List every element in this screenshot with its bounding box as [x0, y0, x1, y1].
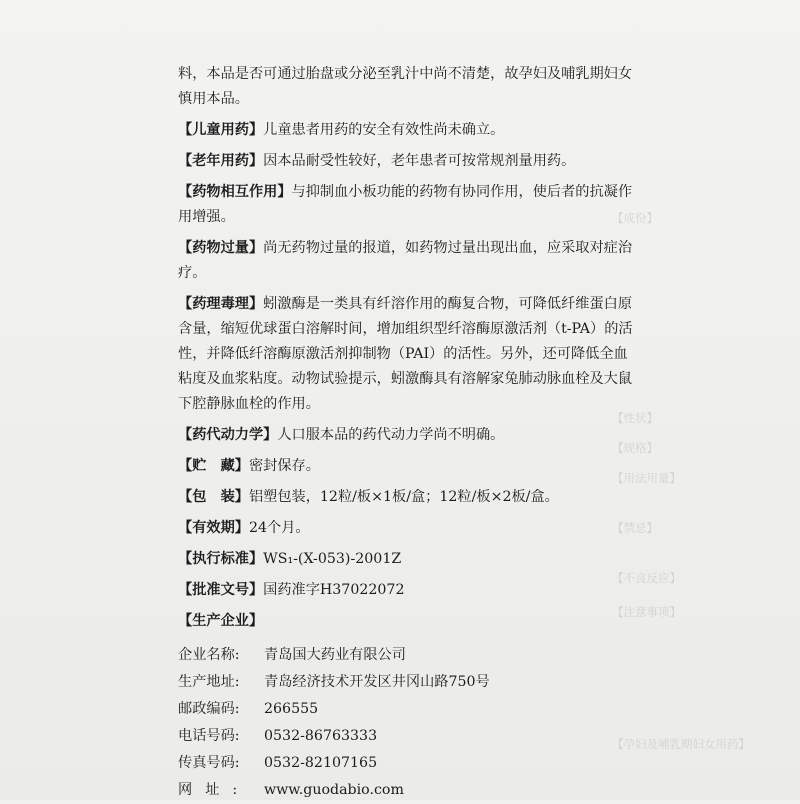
section-text: 国药准字H37022072 [263, 582, 405, 598]
company-value: 青岛国大药业有限公司 [264, 647, 406, 663]
section-packaging [178, 485, 633, 510]
paragraph-continuation [178, 62, 633, 112]
company-fax-row [178, 750, 633, 777]
showthrough-text: 【孕妇及哺乳期妇女用药】 [612, 737, 750, 751]
company-key: 传真号码: [178, 755, 240, 771]
section-text: 蚓激酶是一类具有纤溶作用的酶复合物，可降低纤维蛋白原含量，缩短优球蛋白溶解时间，增加组织型纤溶酶原激活剂（t-PA）的活性，并降低纤溶酶原激活剂抑制物（PAI）的活性。另外，还可降低全血粘度及血浆粘度。动物试验提示，蚓激酶具有溶解家兔肺动脉血栓及大鼠下腔静脉血栓的作用。 [178, 296, 633, 412]
section-label: 【药物过量】 [178, 240, 264, 256]
section-text: 人口服本品的药代动力学尚不明确。 [277, 427, 505, 443]
section-label: 【有效期】 [178, 520, 249, 536]
company-key: 企业名称: [178, 647, 240, 663]
company-value: 266555 [264, 701, 319, 717]
leaflet-body [178, 62, 633, 804]
section-drug-interactions [178, 180, 633, 230]
showthrough-text: 【不良反应】 [612, 571, 681, 585]
paragraph-text: 料，本品是否可通过胎盘或分泌至乳汁中尚不清楚，故孕妇及哺乳期妇女慎用本品。 [178, 66, 633, 107]
section-text: 尚无药物过量的报道，如药物过量出现出血，应采取对症治疗。 [178, 240, 633, 281]
company-name-row [178, 642, 633, 669]
section-manufacturer [178, 609, 633, 634]
company-value: 青岛经济技术开发区井冈山路750号 [264, 674, 490, 690]
section-text: 24个月。 [248, 520, 310, 536]
company-key: 网址: [178, 782, 251, 798]
section-text: 儿童患者用药的安全有效性尚未确立。 [263, 122, 505, 138]
company-postcode-row [178, 696, 633, 723]
showthrough-text: 【禁忌】 [612, 521, 658, 535]
section-label: 【药代动力学】 [178, 427, 278, 443]
company-value: 0532-82107165 [264, 755, 378, 771]
company-key: 生产地址: [178, 674, 240, 690]
showthrough-text: 【规格】 [612, 441, 658, 455]
company-website-link: www.guodabio.com [264, 782, 404, 798]
section-text: WS₁-(X-053)-2001Z [263, 551, 402, 567]
section-pharmacology [178, 292, 633, 417]
showthrough-text: 【注意事项】 [612, 605, 681, 619]
section-overdose [178, 236, 633, 286]
section-standard [178, 547, 633, 572]
section-text: 密封保存。 [248, 458, 320, 474]
section-label: 【包 装】 [178, 489, 249, 505]
company-phone-row [178, 723, 633, 750]
manufacturer-details [178, 642, 633, 804]
section-storage [178, 454, 633, 479]
section-label: 【药理毒理】 [178, 296, 264, 312]
section-text: 铝塑包装，12粒/板×1板/盒；12粒/板×2板/盒。 [248, 489, 559, 505]
company-key: 邮政编码: [178, 701, 240, 717]
section-shelf-life [178, 516, 633, 541]
section-pharmacokinetics [178, 423, 633, 448]
company-key: 电话号码: [178, 728, 240, 744]
section-label: 【执行标准】 [178, 551, 264, 567]
section-label: 【批准文号】 [178, 582, 264, 598]
company-address-row [178, 669, 633, 696]
showthrough-text: 【成份】 [612, 211, 658, 225]
company-value: 0532-86763333 [264, 728, 378, 744]
section-label: 【贮 藏】 [178, 458, 249, 474]
section-children-use [178, 118, 633, 143]
showthrough-text: 【性状】 [612, 411, 658, 425]
section-elderly-use [178, 149, 633, 174]
section-label: 【生产企业】 [178, 613, 264, 629]
showthrough-text: 【用法用量】 [612, 471, 681, 485]
section-approval-number [178, 578, 633, 603]
section-label: 【老年用药】 [178, 153, 264, 169]
section-text: 因本品耐受性较好，老年患者可按常规剂量用药。 [263, 153, 576, 169]
section-label: 【药物相互作用】 [178, 184, 292, 200]
section-text: 与抑制血小板功能的药物有协同作用，使后者的抗凝作用增强。 [178, 184, 633, 225]
section-label: 【儿童用药】 [178, 122, 264, 138]
